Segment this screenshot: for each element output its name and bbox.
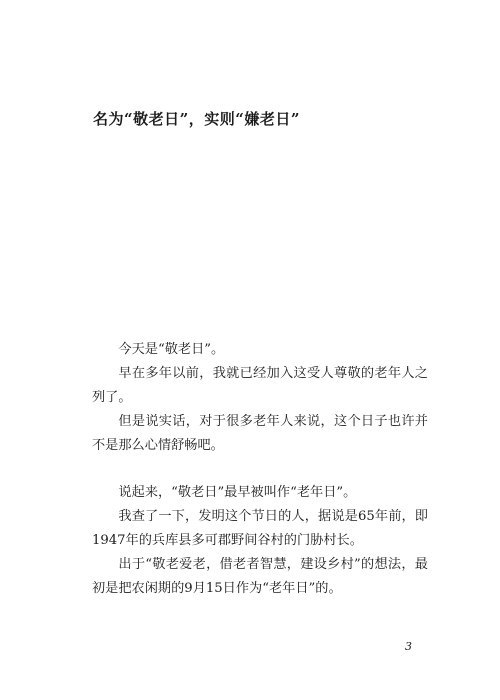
paragraph: 早在多年以前，我就已经加入这受人尊敬的老年人之列了。 [92,366,428,405]
paragraph: 但是说实话，对于很多老年人来说，这个日子也许并不是那么心情舒畅吧。 [92,414,428,453]
page-number: 3 [405,640,412,653]
chapter-title: 名为“敬老日”，实则“嫌老日” [93,110,301,128]
paragraph: 我查了一下，发明这个节日的人，据说是65年前，即1947年的兵库县多可郡野间谷村的门胁村长。 [92,509,428,548]
paragraph: 出于“敬老爱老，借老者智慧，建设乡村”的想法，最初是把农闲期的9月15日作为“老年日”的。 [92,557,428,596]
section-break [92,458,428,481]
paragraph: 说起来，“敬老日”最早被叫作“老年日”。 [118,485,357,500]
body-text [92,338,428,601]
paragraph: 今天是“敬老日”。 [118,342,225,357]
